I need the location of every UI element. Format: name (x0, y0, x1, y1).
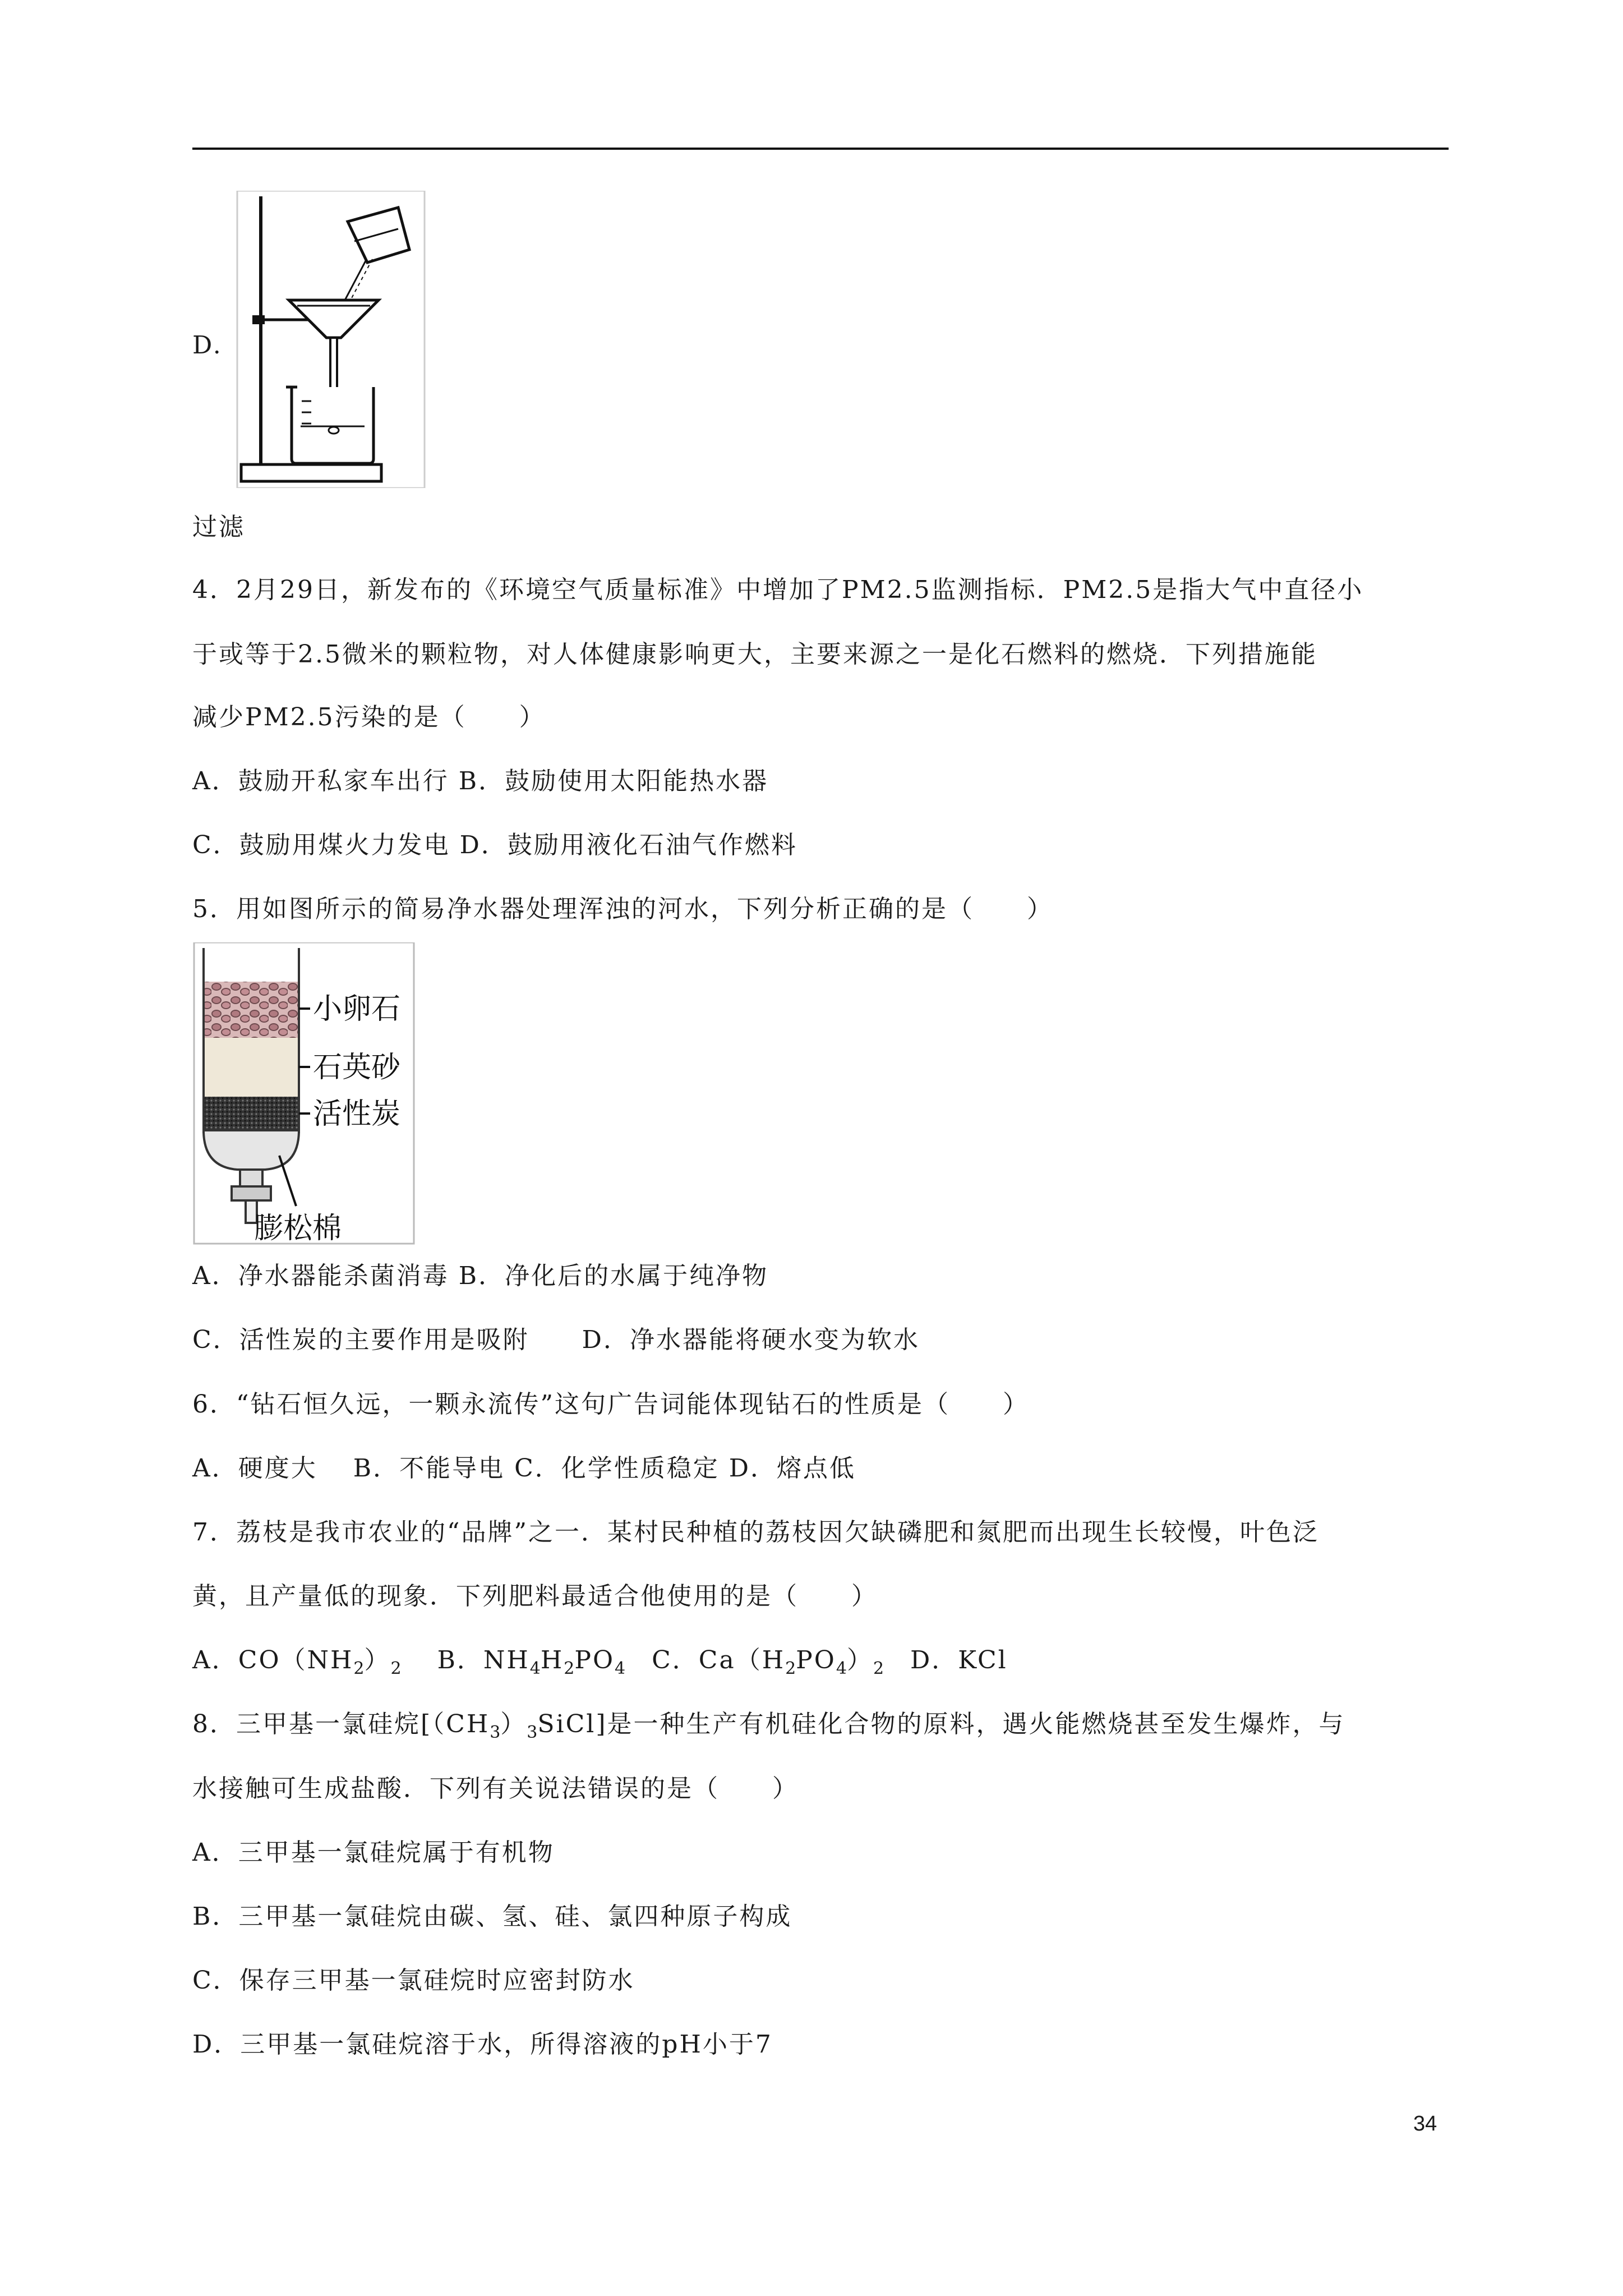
q7-option-d: D．KCl (884, 1646, 1008, 1674)
q8-option-c: C．保存三甲基一氯硅烷时应密封防水 (192, 1966, 635, 1995)
q7-line-2: 黄，且产量低的现象．下列肥料最适合他使用的是（ ） (192, 1582, 878, 1611)
q8-line-2: 水接触可生成盐酸．下列有关说法错误的是（ ） (192, 1774, 799, 1803)
q4-options-cd: C．鼓励用煤火力发电 D．鼓励用液化石油气作燃料 (192, 831, 797, 859)
q7-options (192, 1645, 1008, 1685)
filter-caption: 过滤 (192, 513, 245, 541)
q7-option-c: C．$Ca(H_2PO_4)_2$ (625, 1646, 884, 1678)
q8-option-b: B．三甲基一氯硅烷由碳、氢、硅、氯四种原子构成 (192, 1902, 792, 1931)
q4-line-1: 4．2月29日，新发布的《环境空气质量标准》中增加了PM2.5监测指标．PM2.5是指大气中直径小 (192, 576, 1364, 604)
label-activated-carbon: 活性炭 (313, 1097, 401, 1131)
label-pebbles: 小卵石 (313, 992, 401, 1026)
q4-options-ab: A．鼓励开私家车出行 B．鼓励使用太阳能热水器 (192, 767, 769, 795)
q8-line-1: 8．三甲基一氯硅烷$[(CH_3)_3SiCl]$是一种生产有机硅化合物的原料，遇火能燃烧甚至发生爆炸，与 (192, 1710, 1345, 1742)
page-number: 34 (1413, 2112, 1437, 2136)
q5-options-ab: A．净水器能杀菌消毒 B．净化后的水属于纯净物 (192, 1262, 769, 1290)
water-purifier-figure (192, 942, 417, 1245)
q6-stem: 6．“钻石恒久远，一颗永流传”这句广告词能体现钻石的性质是（ ） (192, 1390, 1029, 1419)
q7-option-a: A．$CO(NH_2)_2$ (192, 1646, 402, 1678)
option-d-label: D. (192, 331, 223, 360)
q5-options-cd: C．活性炭的主要作用是吸附 D．净水器能将硬水变为软水 (192, 1326, 920, 1354)
q4-line-2: 于或等于2.5微米的颗粒物，对人体健康影响更大，主要来源之一是化石燃料的燃烧．下列措施能 (192, 640, 1317, 669)
label-cotton: 膨松棉 (254, 1212, 342, 1245)
header-rule (192, 148, 1449, 150)
q8-option-d: D．三甲基一氯硅烷溶于水，所得溶液的pH小于7 (192, 2030, 773, 2059)
q7-line-1: 7．荔枝是我市农业的“品牌”之一．某村民种植的荔枝因欠缺磷肥和氮肥而出现生长较慢，叶色泛 (192, 1518, 1319, 1547)
label-quartz-sand: 石英砂 (313, 1051, 401, 1084)
q4-line-3: 减少PM2.5污染的是（ ） (192, 703, 546, 731)
q6-options: A．硬度大 B．不能导电 C．化学性质稳定 D．熔点低 (192, 1454, 856, 1483)
filtration-apparatus-figure (236, 191, 426, 488)
q7-option-b: B．$NH_4H_2PO_4$ (401, 1646, 626, 1678)
q8-option-a: A．三甲基一氯硅烷属于有机物 (192, 1838, 555, 1867)
q5-stem: 5．用如图所示的简易净水器处理浑浊的河水，下列分析正确的是（ ） (192, 895, 1053, 923)
